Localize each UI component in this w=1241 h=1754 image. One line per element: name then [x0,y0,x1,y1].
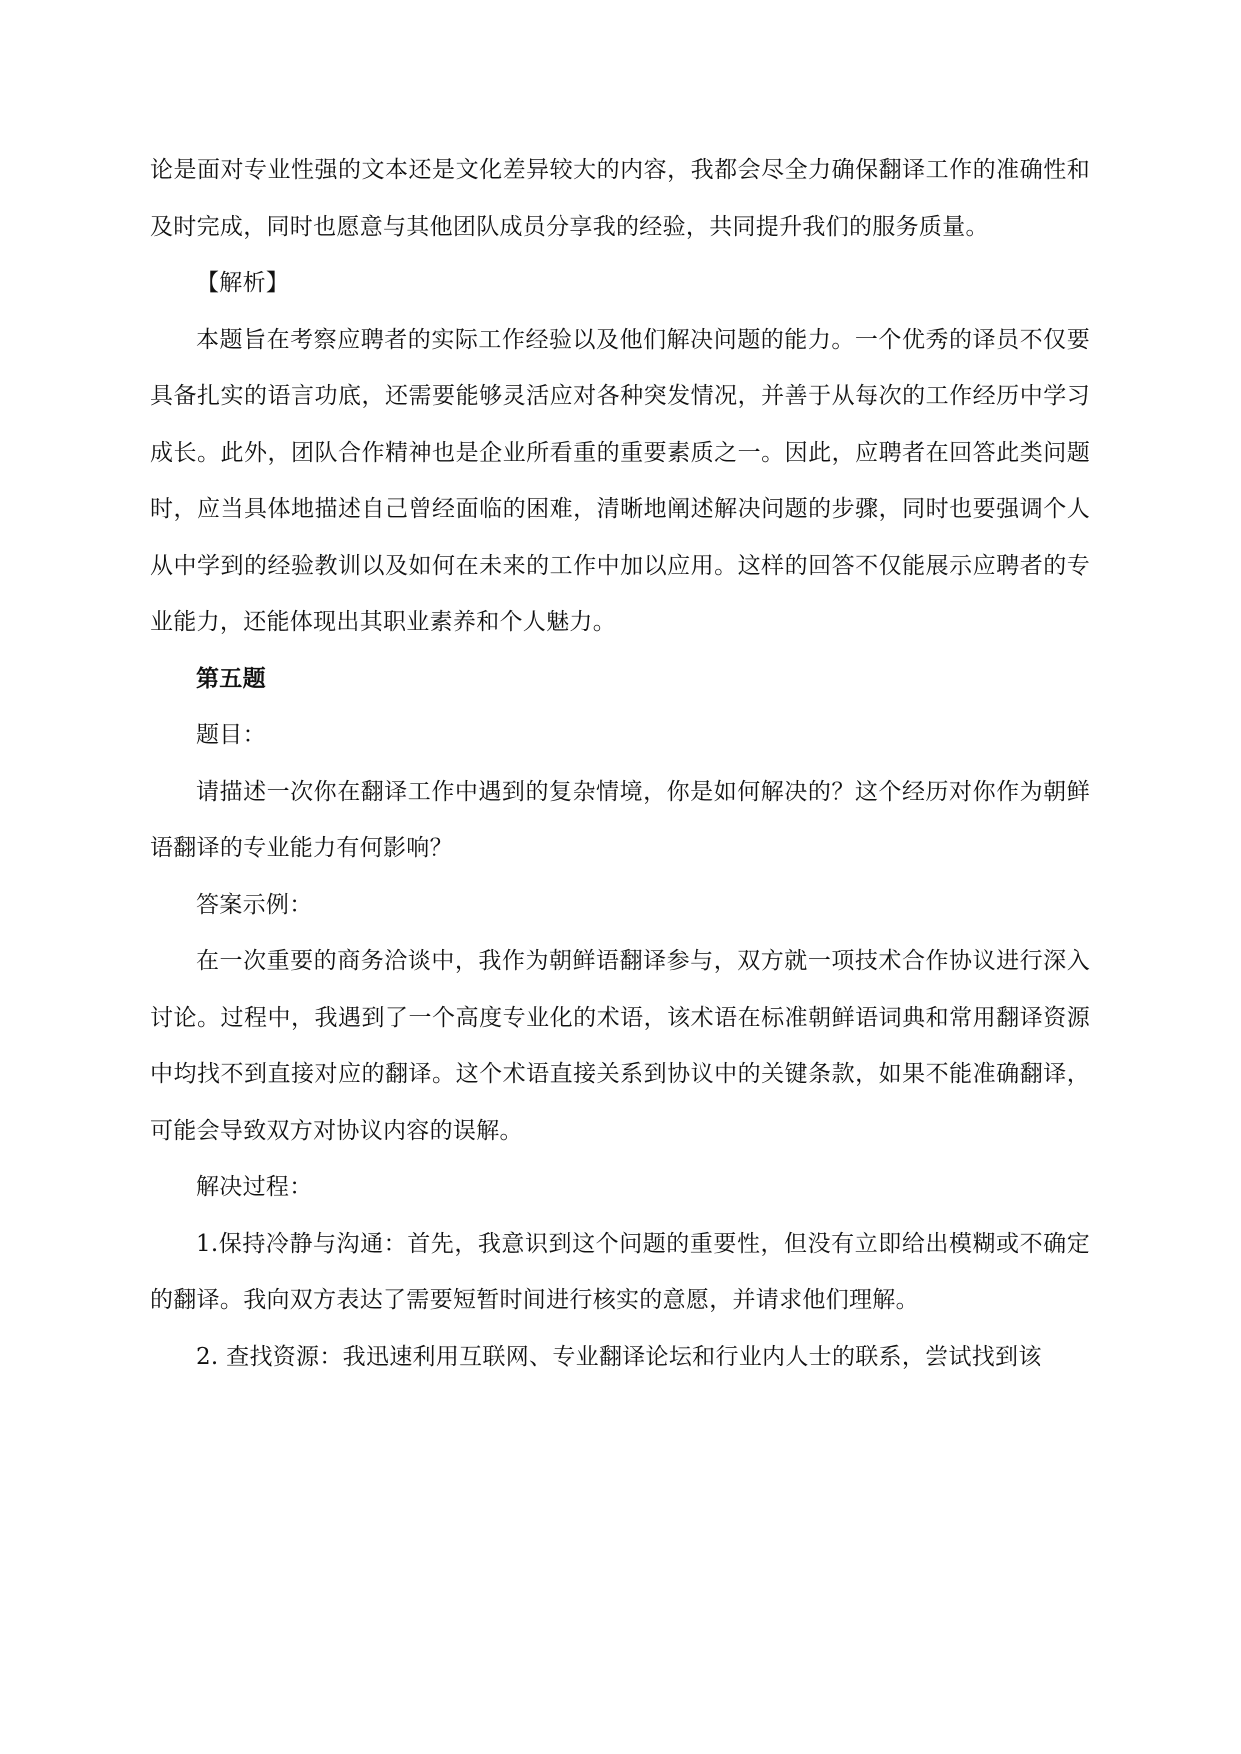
paragraph-continuation: 论是面对专业性强的文本还是文化差异较大的内容，我都会尽全力确保翻译工作的准确性和及时完成，同时也愿意与其他团队成员分享我的经验，共同提升我们的服务质量。 [150,157,1090,240]
question-paragraph: 请描述一次你在翻译工作中遇到的复杂情境，你是如何解决的？这个经历对你作为朝鲜语翻译的专业能力有何影响？ [150,778,1090,861]
answer-example-label: 答案示例： [196,891,313,918]
analysis-label: 【解析】 [196,270,290,296]
question-label: 题目： [196,722,266,748]
solution-step-1: 1.保持冷静与沟通：首先，我意识到这个问题的重要性，但没有立即给出模糊或不确定的翻译。我向双方表达了需要短暂时间进行核实的意愿，并请求他们理解。 [150,1230,1090,1313]
solution-process-label: 解决过程： [196,1174,313,1200]
document-body [150,142,1090,1385]
answer-paragraph: 在一次重要的商务洽谈中，我作为朝鲜语翻译参与，双方就一项技术合作协议进行深入讨论。过程中，我遇到了一个高度专业化的术语，该术语在标准朝鲜语词典和常用翻译资源中均找不到直接对应的翻译。这个术语直接关系到协议中的关键条款，如果不能准确翻译，可能会导致双方对协议内容的误解。 [150,948,1090,1144]
solution-step-2: 2. 查找资源：我迅速利用互联网、专业翻译论坛和行业内人士的联系，尝试找到该 [196,1343,1042,1370]
analysis-paragraph: 本题旨在考察应聘者的实际工作经验以及他们解决问题的能力。一个优秀的译员不仅要具备扎实的语言功底，还需要能够灵活应对各种突发情况，并善于从每次的工作经历中学习成长。此外，团队合作精神也是企业所看重的重要素质之一。因此，应聘者在回答此类问题时，应当具体地描述自己曾经面临的困难，清晰地阐述解决问题的步骤，同时也要强调个人从中学到的经验教训以及如何在未来的工作中加以应用。这样的回答不仅能展示应聘者的专业能力，还能体现出其职业素养和个人魅力。 [150,326,1090,635]
question-heading: 第五题 [196,665,266,692]
